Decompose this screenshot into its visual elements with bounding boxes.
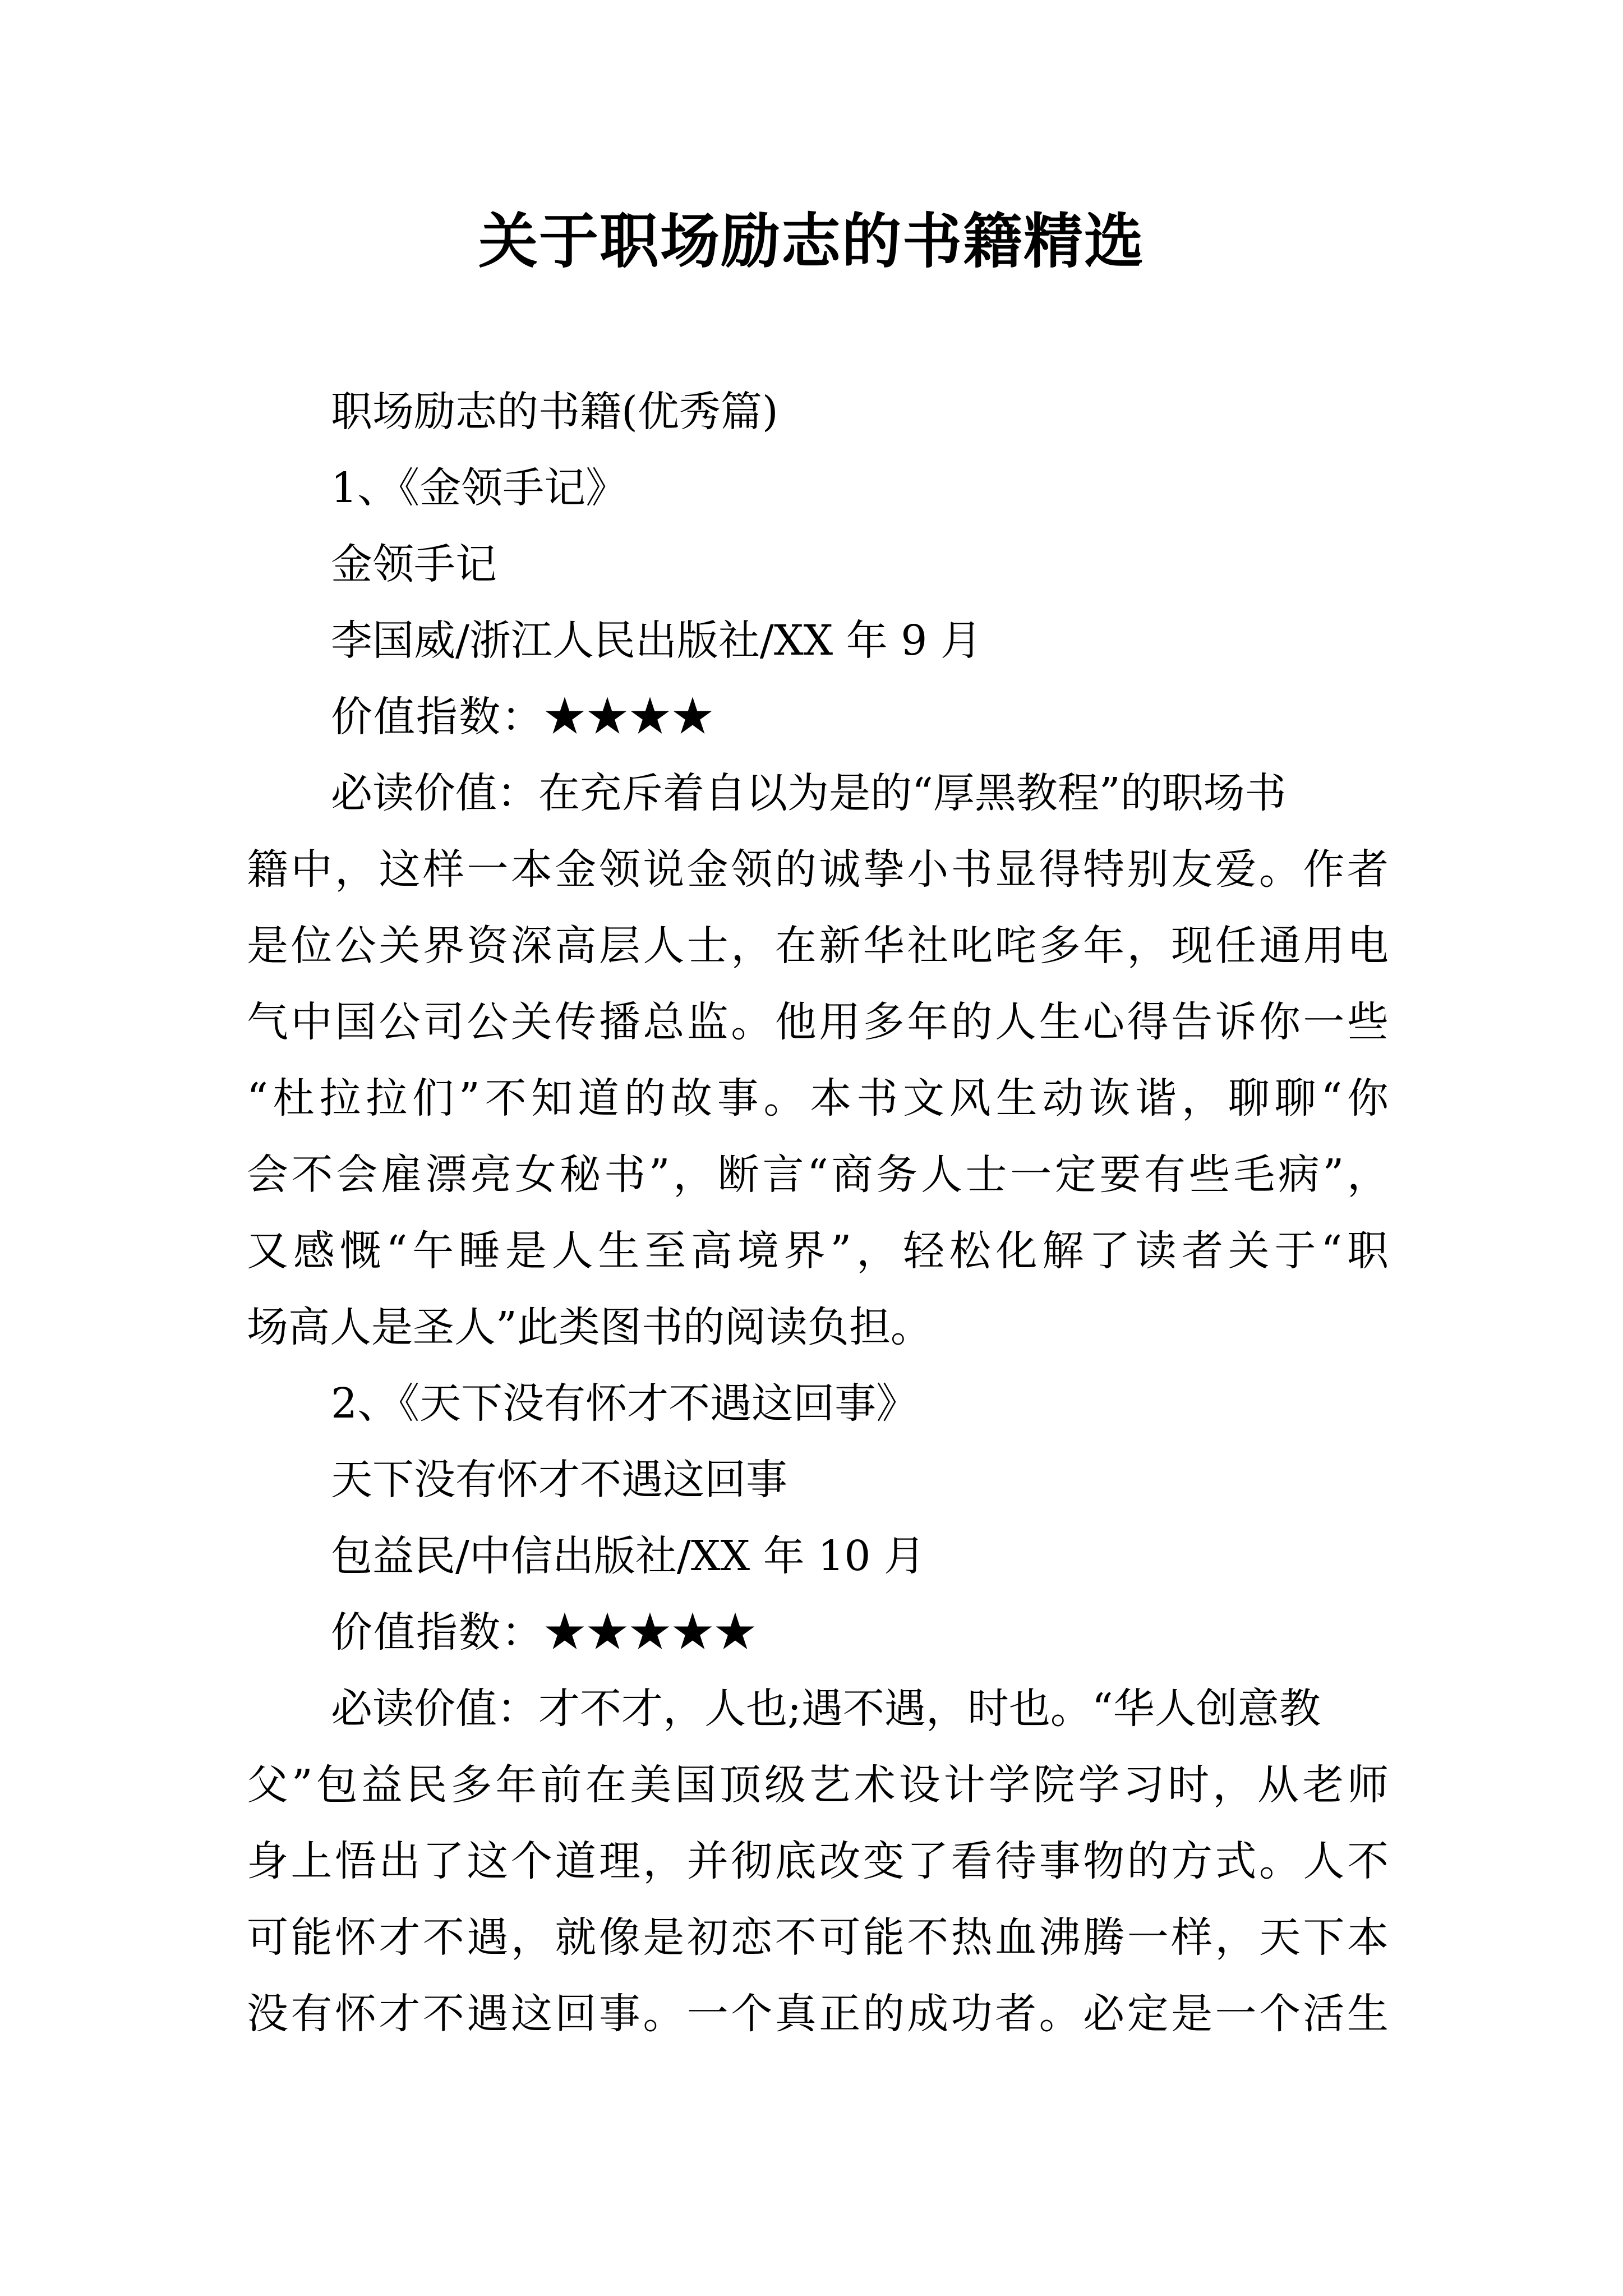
- book-heading: 1、《金领手记》: [331, 464, 628, 512]
- document-title: 关于职场励志的书籍精选: [478, 206, 1145, 276]
- paragraph-line: 籍中，这样一本金领说金领的诚挚小书显得特别友爱。作者: [247, 845, 1389, 894]
- section-heading: 职场励志的书籍(优秀篇): [331, 388, 778, 436]
- paragraph-line: 会不会雇漂亮女秘书”，断言“商务人士一定要有些毛病”，: [247, 1151, 1389, 1199]
- paragraph-line: 是位公关界资深高层人士，在新华社叱咤多年，现任通用电: [247, 922, 1389, 970]
- paragraph-line: 又感慨“午睡是人生至高境界”，轻松化解了读者关于“职: [247, 1227, 1389, 1275]
- book-rating: 价值指数：★★★★: [331, 693, 714, 741]
- book-rating: 价值指数：★★★★★: [331, 1608, 757, 1657]
- paragraph-line: 场高人是圣人”此类图书的阅读负担。: [247, 1303, 932, 1351]
- paragraph-line: 气中国公司公关传播总监。他用多年的人生心得告诉你一些: [247, 998, 1389, 1046]
- book-publication-info: 包益民/中信出版社/XX 年 10 月: [331, 1532, 925, 1580]
- paragraph-line: “杜拉拉们”不知道的故事。本书文风生动诙谐，聊聊“你: [247, 1074, 1389, 1122]
- book-name: 天下没有怀才不遇这回事: [331, 1456, 787, 1504]
- paragraph-line: 可能怀才不遇，就像是初恋不可能不热血沸腾一样，天下本: [247, 1913, 1389, 1962]
- paragraph-line: 身上悟出了这个道理，并彻底改变了看待事物的方式。人不: [247, 1837, 1389, 1885]
- book-name: 金领手记: [331, 540, 497, 588]
- paragraph-line: 没有怀才不遇这回事。一个真正的成功者。必定是一个活生: [247, 1990, 1389, 2038]
- paragraph-line: 必读价值：才不才，人也;遇不遇，时也。“华人创意教: [331, 1685, 1321, 1733]
- book-publication-info: 李国威/浙江人民出版社/XX 年 9 月: [331, 616, 982, 665]
- paragraph-line: 必读价值：在充斥着自以为是的“厚黑教程”的职场书: [331, 769, 1287, 817]
- book-heading: 2、《天下没有怀才不遇这回事》: [331, 1379, 918, 1428]
- paragraph-line: 父”包益民多年前在美国顶级艺术设计学院学习时，从老师: [247, 1761, 1389, 1809]
